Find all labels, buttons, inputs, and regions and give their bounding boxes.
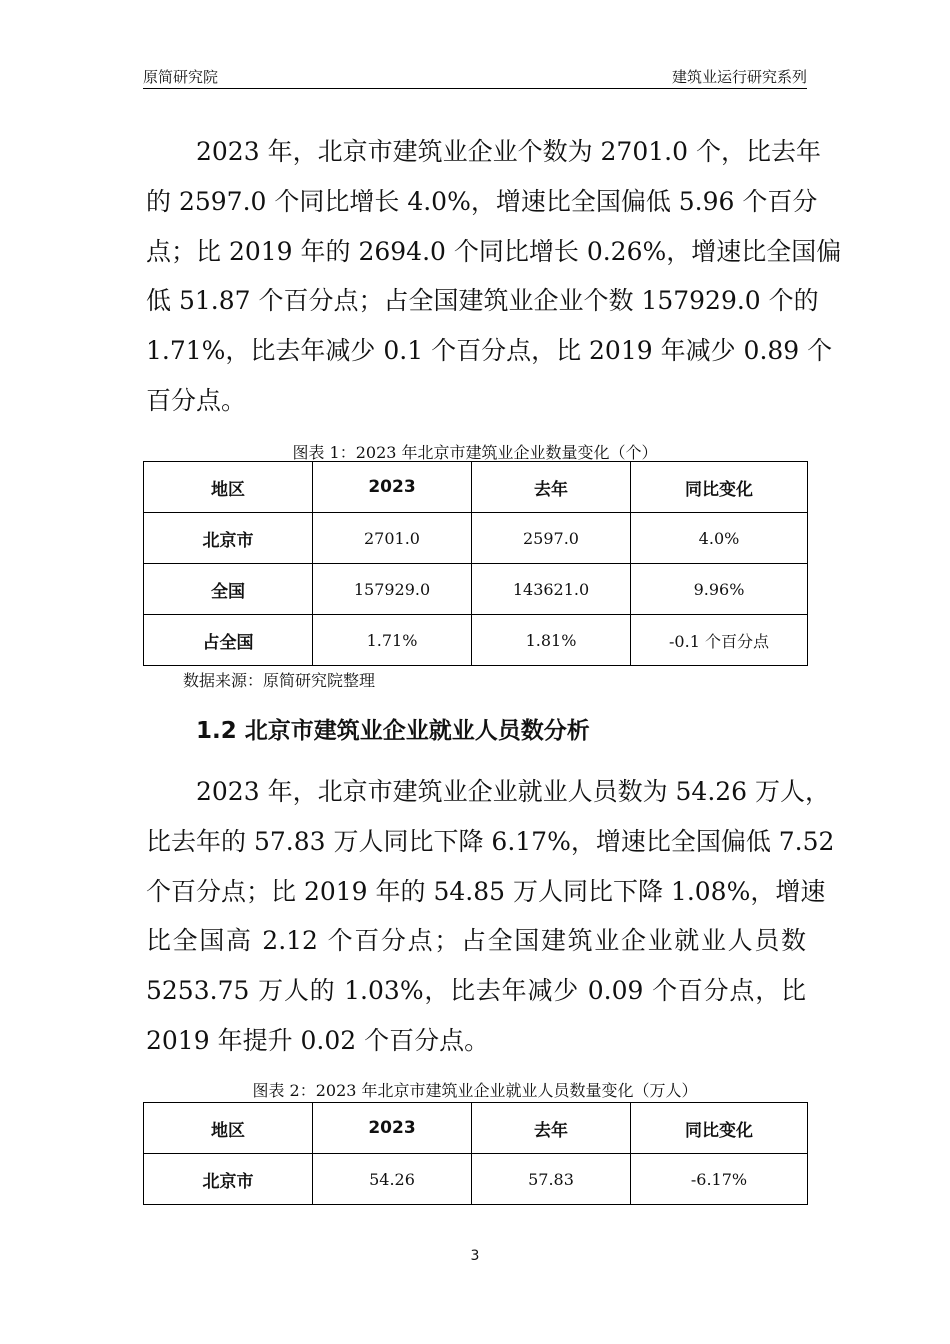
row-label: 北京市 bbox=[144, 1154, 313, 1205]
page-number: 3 bbox=[470, 1248, 480, 1264]
header-divider bbox=[143, 88, 807, 89]
table1 bbox=[143, 461, 808, 666]
table1-caption: 图表 1：2023 年北京市建筑业企业数量变化（个） bbox=[292, 443, 658, 462]
paragraph-line: 2023 年，北京市建筑业企业个数为 2701.0 个，比去年 bbox=[196, 137, 821, 166]
row-label: 全国 bbox=[144, 564, 313, 615]
table-header-row bbox=[144, 462, 808, 513]
row-label: 北京市 bbox=[144, 513, 313, 564]
paragraph-line: 比全国高 2.12 个百分点；占全国建筑业企业就业人员数 bbox=[146, 926, 806, 956]
paragraph-line: 5253.75 万人的 1.03%，比去年减少 0.09 个百分点，比 bbox=[146, 976, 806, 1006]
paragraph-2 bbox=[146, 767, 835, 1066]
cell: 4.0% bbox=[631, 513, 808, 564]
cell: -0.1 个百分点 bbox=[631, 615, 808, 666]
table-row bbox=[144, 615, 808, 666]
table-row bbox=[144, 513, 808, 564]
cell: 1.71% bbox=[313, 615, 472, 666]
header-cell: 2023 bbox=[313, 462, 472, 513]
table-row bbox=[144, 564, 808, 615]
paragraph-line: 低 51.87 个百分点；占全国建筑业企业个数 157929.0 个的 bbox=[146, 286, 819, 316]
table1-source: 数据来源：原简研究院整理 bbox=[183, 671, 376, 690]
paragraph-line: 2023 年，北京市建筑业企业就业人员数为 54.26 万人， bbox=[196, 777, 831, 806]
table2 bbox=[143, 1102, 808, 1205]
paragraph-1 bbox=[146, 127, 842, 426]
cell: -6.17% bbox=[631, 1154, 808, 1205]
table-header-row bbox=[144, 1103, 808, 1154]
header-cell: 地区 bbox=[144, 462, 313, 513]
row-label: 占全国 bbox=[144, 615, 313, 666]
header-cell: 地区 bbox=[144, 1103, 313, 1154]
table-row bbox=[144, 1154, 808, 1205]
section-heading: 1.2 北京市建筑业企业就业人员数分析 bbox=[196, 718, 590, 744]
paragraph-line: 点；比 2019 年的 2694.0 个同比增长 0.26%，增速比全国偏 bbox=[146, 236, 842, 266]
header-right: 建筑业运行研究系列 bbox=[671, 68, 807, 86]
paragraph-line: 个百分点；比 2019 年的 54.85 万人同比下降 1.08%，增速 bbox=[146, 876, 826, 906]
cell: 54.26 bbox=[313, 1154, 472, 1205]
cell: 1.81% bbox=[472, 615, 631, 666]
table2-caption: 图表 2：2023 年北京市建筑业企业就业人员数量变化（万人） bbox=[252, 1081, 698, 1100]
paragraph-line: 比去年的 57.83 万人同比下降 6.17%，增速比全国偏低 7.52 bbox=[146, 826, 835, 856]
paragraph-line: 2019 年提升 0.02 个百分点。 bbox=[146, 1025, 490, 1055]
cell: 2597.0 bbox=[472, 513, 631, 564]
cell: 57.83 bbox=[472, 1154, 631, 1205]
cell: 157929.0 bbox=[313, 564, 472, 615]
header-cell: 同比变化 bbox=[631, 1103, 808, 1154]
paragraph-line: 1.71%，比去年减少 0.1 个百分点，比 2019 年减少 0.89 个 bbox=[146, 336, 833, 366]
paragraph-line: 的 2597.0 个同比增长 4.0%，增速比全国偏低 5.96 个百分 bbox=[146, 186, 818, 216]
cell: 143621.0 bbox=[472, 564, 631, 615]
header-cell: 2023 bbox=[313, 1103, 472, 1154]
paragraph-line: 百分点。 bbox=[146, 385, 247, 415]
cell: 9.96% bbox=[631, 564, 808, 615]
header-cell: 去年 bbox=[472, 1103, 631, 1154]
header-left: 原简研究院 bbox=[143, 68, 219, 86]
header-cell: 去年 bbox=[472, 462, 631, 513]
header-cell: 同比变化 bbox=[631, 462, 808, 513]
cell: 2701.0 bbox=[313, 513, 472, 564]
